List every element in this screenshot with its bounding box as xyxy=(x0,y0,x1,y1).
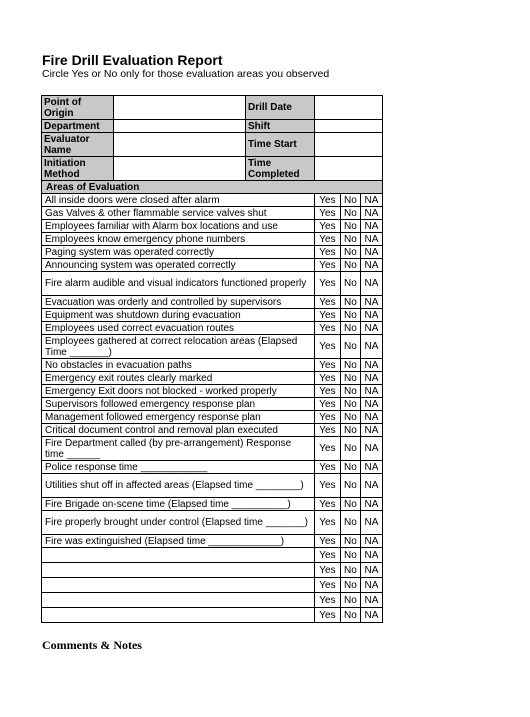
option-cell xyxy=(315,259,383,272)
na-option[interactable]: NA xyxy=(364,461,379,473)
option-cell xyxy=(315,424,383,437)
table-row xyxy=(42,608,383,623)
table-row xyxy=(42,220,383,233)
no-option[interactable]: No xyxy=(341,220,361,232)
evaluation-item: Paging system was operated correctly xyxy=(42,246,315,259)
option-cell xyxy=(315,220,383,233)
no-option[interactable]: No xyxy=(341,296,361,308)
table-row xyxy=(42,246,383,259)
yes-option[interactable]: Yes xyxy=(315,372,341,384)
evaluator-name-field[interactable] xyxy=(114,133,246,157)
evaluation-item: Employees used correct evacuation routes xyxy=(42,322,315,335)
na-option[interactable]: NA xyxy=(364,194,379,206)
evaluation-item: Gas Valves & other flammable service valves shut xyxy=(42,207,315,220)
option-cell xyxy=(315,272,383,296)
no-option[interactable]: No xyxy=(341,322,361,334)
na-option[interactable]: NA xyxy=(364,296,379,308)
yes-option[interactable]: Yes xyxy=(315,233,341,245)
evaluation-item: Supervisors followed emergency response plan xyxy=(42,398,315,411)
table-row xyxy=(42,233,383,246)
yes-option[interactable]: Yes xyxy=(315,411,341,423)
option-cell xyxy=(315,309,383,322)
no-option[interactable]: No xyxy=(341,246,361,258)
drill-date-field[interactable] xyxy=(315,96,383,120)
time-start-field[interactable] xyxy=(315,133,383,157)
no-option[interactable]: No xyxy=(341,563,361,577)
option-cell xyxy=(315,593,383,608)
yes-option[interactable]: Yes xyxy=(315,578,341,592)
option-cell xyxy=(315,207,383,220)
initiation-method-label: Initiation Method xyxy=(42,157,114,181)
na-option[interactable]: NA xyxy=(364,372,379,384)
na-option[interactable]: NA xyxy=(364,594,379,606)
na-option[interactable]: NA xyxy=(364,233,379,245)
evaluation-item: Employees know emergency phone numbers xyxy=(42,233,315,246)
option-cell xyxy=(315,474,383,498)
evaluation-item: Emergency exit routes clearly marked xyxy=(42,372,315,385)
evaluation-item: Employees familiar with Alarm box locations and use xyxy=(42,220,315,233)
option-cell xyxy=(315,511,383,535)
table-row xyxy=(42,437,383,461)
no-option[interactable]: No xyxy=(341,207,361,219)
table-row xyxy=(42,578,383,593)
no-option[interactable]: No xyxy=(341,411,361,423)
comments-notes-heading: Comments & Notes xyxy=(42,638,142,652)
table-row xyxy=(42,194,383,207)
option-cell xyxy=(315,246,383,259)
no-option[interactable]: No xyxy=(341,437,361,460)
na-option[interactable]: NA xyxy=(364,424,379,436)
table-row xyxy=(42,398,383,411)
yes-option[interactable]: Yes xyxy=(315,424,341,436)
table-row xyxy=(42,335,383,359)
na-option[interactable]: NA xyxy=(364,278,379,289)
time-completed-field[interactable] xyxy=(315,157,383,181)
no-option[interactable]: No xyxy=(341,385,361,397)
na-option[interactable]: NA xyxy=(364,517,379,528)
yes-option[interactable]: Yes xyxy=(315,398,341,410)
table-row xyxy=(42,563,383,578)
no-option[interactable]: No xyxy=(341,372,361,384)
option-cell xyxy=(315,608,383,623)
evaluation-item: Utilities shut off in affected areas (Elapsed time ________) xyxy=(42,474,315,498)
yes-option[interactable]: Yes xyxy=(315,246,341,258)
na-option[interactable]: NA xyxy=(364,411,379,423)
no-option[interactable]: No xyxy=(341,359,361,371)
no-option[interactable]: No xyxy=(341,272,361,295)
yes-option[interactable]: Yes xyxy=(315,194,341,206)
yes-option[interactable]: Yes xyxy=(315,535,341,547)
option-cell xyxy=(315,535,383,548)
table-row xyxy=(42,461,383,474)
yes-option[interactable]: Yes xyxy=(315,296,341,308)
evaluation-item: All inside doors were closed after alarm xyxy=(42,194,315,207)
yes-option[interactable]: Yes xyxy=(315,498,341,510)
na-option[interactable]: NA xyxy=(364,609,379,621)
na-option[interactable]: NA xyxy=(364,443,379,454)
no-option[interactable]: No xyxy=(341,498,361,510)
evaluation-item: Announcing system was operated correctly xyxy=(42,259,315,272)
yes-option[interactable]: Yes xyxy=(315,207,341,219)
evaluation-item: Fire Brigade on-scene time (Elapsed time __________) xyxy=(42,498,315,511)
na-option[interactable]: NA xyxy=(364,564,379,576)
no-option[interactable]: No xyxy=(341,535,361,547)
evaluation-item: Fire was extinguished (Elapsed time _____________) xyxy=(42,535,315,548)
yes-option[interactable]: Yes xyxy=(315,474,341,497)
no-option[interactable]: No xyxy=(341,461,361,473)
no-option[interactable]: No xyxy=(341,548,361,562)
report-title: Fire Drill Evaluation Report xyxy=(42,52,223,68)
option-cell xyxy=(315,335,383,359)
no-option[interactable]: No xyxy=(341,474,361,497)
na-option[interactable]: NA xyxy=(364,220,379,232)
table-row xyxy=(42,511,383,535)
evaluation-item: No obstacles in evacuation paths xyxy=(42,359,315,372)
no-option[interactable]: No xyxy=(341,309,361,321)
no-option[interactable]: No xyxy=(341,424,361,436)
table-row xyxy=(42,296,383,309)
option-cell xyxy=(315,461,383,474)
areas-of-evaluation-header: Areas of Evaluation xyxy=(42,181,383,194)
table-row xyxy=(42,322,383,335)
option-cell xyxy=(315,548,383,563)
yes-option[interactable]: Yes xyxy=(315,608,341,622)
evaluation-item xyxy=(42,578,315,593)
yes-option[interactable]: Yes xyxy=(315,548,341,562)
na-option[interactable]: NA xyxy=(364,322,379,334)
time-start-label: Time Start xyxy=(246,133,315,157)
yes-option[interactable]: Yes xyxy=(315,309,341,321)
report-instructions: Circle Yes or No only for those evaluation areas you observed xyxy=(42,68,330,80)
na-option[interactable]: NA xyxy=(364,207,379,219)
evaluation-item xyxy=(42,593,315,608)
na-option[interactable]: NA xyxy=(364,480,379,491)
na-option[interactable]: NA xyxy=(364,359,379,371)
table-row xyxy=(42,424,383,437)
na-option[interactable]: NA xyxy=(364,535,379,547)
point-of-origin-label: Point of Origin xyxy=(42,96,114,120)
na-option[interactable]: NA xyxy=(364,259,379,271)
department-label: Department xyxy=(42,120,114,133)
table-row xyxy=(42,593,383,608)
time-completed-label: Time Completed xyxy=(246,157,315,181)
option-cell xyxy=(315,385,383,398)
table-row xyxy=(42,309,383,322)
no-option[interactable]: No xyxy=(341,608,361,622)
option-cell xyxy=(315,372,383,385)
evaluation-item: Equipment was shutdown during evacuation xyxy=(42,309,315,322)
table-row xyxy=(42,207,383,220)
yes-option[interactable]: Yes xyxy=(315,563,341,577)
no-option[interactable]: No xyxy=(341,511,361,534)
na-option[interactable]: NA xyxy=(364,549,379,561)
no-option[interactable]: No xyxy=(341,398,361,410)
no-option[interactable]: No xyxy=(341,194,361,206)
no-option[interactable]: No xyxy=(341,259,361,271)
na-option[interactable]: NA xyxy=(364,498,379,510)
evaluator-name-label: Evaluator Name xyxy=(42,133,114,157)
table-row xyxy=(42,498,383,511)
department-field[interactable] xyxy=(114,120,246,133)
option-cell xyxy=(315,563,383,578)
evaluation-item xyxy=(42,563,315,578)
evaluation-form-table xyxy=(41,95,383,623)
evaluation-item: Emergency Exit doors not blocked - worked properly xyxy=(42,385,315,398)
table-row xyxy=(42,548,383,563)
no-option[interactable]: No xyxy=(341,593,361,607)
no-option[interactable]: No xyxy=(341,335,361,358)
option-cell xyxy=(315,578,383,593)
option-cell xyxy=(315,322,383,335)
yes-option[interactable]: Yes xyxy=(315,593,341,607)
table-row xyxy=(42,272,383,296)
yes-option[interactable]: Yes xyxy=(315,359,341,371)
evaluation-item: Fire properly brought under control (Elapsed time _______) xyxy=(42,511,315,535)
option-cell xyxy=(315,359,383,372)
no-option[interactable]: No xyxy=(341,233,361,245)
table-row xyxy=(42,474,383,498)
yes-option[interactable]: Yes xyxy=(315,259,341,271)
evaluation-item: Employees gathered at correct relocation areas (Elapsed Time _______) xyxy=(42,335,315,359)
evaluation-item: Fire Department called (by pre-arrangement) Response time ______ xyxy=(42,437,315,461)
yes-option[interactable]: Yes xyxy=(315,461,341,473)
na-option[interactable]: NA xyxy=(364,246,379,258)
shift-field[interactable] xyxy=(315,120,383,133)
option-cell xyxy=(315,398,383,411)
point-of-origin-field[interactable] xyxy=(114,96,246,120)
option-cell xyxy=(315,296,383,309)
drill-date-label: Drill Date xyxy=(246,96,315,120)
evaluation-item: Evacuation was orderly and controlled by supervisors xyxy=(42,296,315,309)
na-option[interactable]: NA xyxy=(364,309,379,321)
table-row xyxy=(42,535,383,548)
evaluation-item: Fire alarm audible and visual indicators functioned properly xyxy=(42,272,315,296)
evaluation-item xyxy=(42,608,315,623)
option-cell xyxy=(315,194,383,207)
table-row xyxy=(42,259,383,272)
shift-label: Shift xyxy=(246,120,315,133)
table-row xyxy=(42,359,383,372)
option-cell xyxy=(315,233,383,246)
table-row xyxy=(42,372,383,385)
no-option[interactable]: No xyxy=(341,578,361,592)
evaluation-item: Police response time ____________ xyxy=(42,461,315,474)
evaluation-item: Critical document control and removal plan executed xyxy=(42,424,315,437)
na-option[interactable]: NA xyxy=(364,579,379,591)
option-cell xyxy=(315,411,383,424)
option-cell xyxy=(315,437,383,461)
na-option[interactable]: NA xyxy=(364,385,379,397)
evaluation-item xyxy=(42,548,315,563)
yes-option[interactable]: Yes xyxy=(315,220,341,232)
yes-option[interactable]: Yes xyxy=(315,511,341,534)
yes-option[interactable]: Yes xyxy=(315,437,341,460)
table-row xyxy=(42,385,383,398)
yes-option[interactable]: Yes xyxy=(315,335,341,358)
evaluation-item: Management followed emergency response plan xyxy=(42,411,315,424)
yes-option[interactable]: Yes xyxy=(315,385,341,397)
initiation-method-field[interactable] xyxy=(114,157,246,181)
yes-option[interactable]: Yes xyxy=(315,272,341,295)
na-option[interactable]: NA xyxy=(364,341,379,352)
table-row xyxy=(42,411,383,424)
option-cell xyxy=(315,498,383,511)
yes-option[interactable]: Yes xyxy=(315,322,341,334)
na-option[interactable]: NA xyxy=(364,398,379,410)
